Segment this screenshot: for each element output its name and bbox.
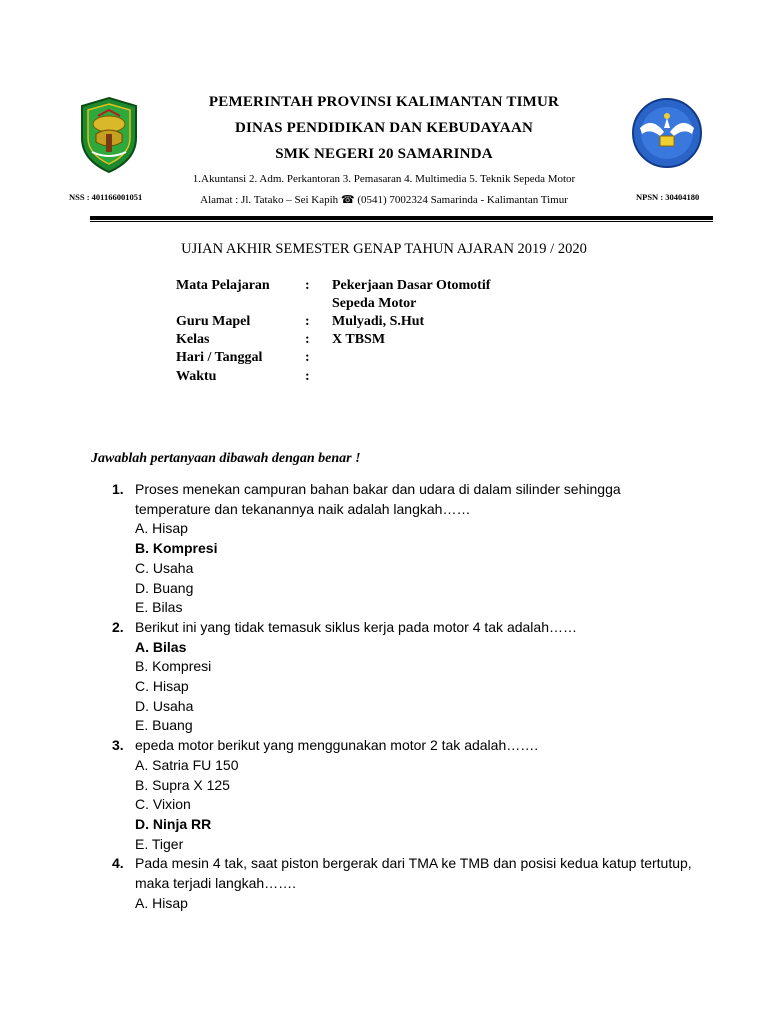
question-list [112, 480, 692, 913]
answer-option: B. Kompresi [135, 658, 212, 675]
answer-option: D. Buang [135, 579, 194, 596]
question-text: epeda motor berikut yang menggunakan motor 2 tak adalah……. [135, 737, 539, 754]
info-label: Hari / Tanggal [176, 350, 263, 365]
info-colon: : [305, 278, 310, 293]
info-colon: : [305, 332, 310, 347]
answer-option: B. Supra X 125 [135, 776, 230, 793]
info-value: Pekerjaan Dasar Otomotif [332, 278, 491, 293]
answer-option-correct: A. Bilas [135, 638, 187, 655]
question-number: 3. [112, 737, 124, 754]
info-colon: : [305, 350, 310, 365]
answer-option: E. Buang [135, 717, 193, 734]
answer-option-correct: B. Kompresi [135, 540, 218, 557]
letterhead-address: Alamat : Jl. Tatako – Sei Kapih ☎ (0541) 7002324 Samarinda - Kalimantan Timur [200, 194, 568, 206]
question-item [112, 480, 692, 618]
question-number: 2. [112, 618, 124, 635]
question-item [112, 854, 692, 913]
answer-option: C. Vixion [135, 796, 191, 813]
info-value: X TBSM [332, 332, 386, 347]
question-item [112, 618, 692, 736]
info-value: Mulyadi, S.Hut [332, 314, 425, 329]
info-colon: : [305, 314, 310, 329]
question-text: Pada mesin 4 tak, saat piston bergerak dari TMA ke TMB dan posisi kedua katup tertutup, maka terjadi langkah……. [135, 855, 692, 892]
answer-option: E. Bilas [135, 599, 183, 616]
answer-option: C. Hisap [135, 678, 189, 695]
answer-option: A. Satria FU 150 [135, 756, 239, 773]
letterhead-divider-thick [90, 216, 713, 220]
info-value: Sepeda Motor [332, 296, 417, 311]
answer-option: E. Tiger [135, 835, 184, 852]
info-label: Kelas [176, 332, 210, 347]
info-label: Mata Pelajaran [176, 278, 270, 293]
question-number: 1. [112, 481, 124, 497]
answer-option: A. Hisap [135, 894, 188, 911]
nss-number: NSS : 401166001051 [69, 192, 143, 202]
exam-title: UJIAN AKHIR SEMESTER GENAP TAHUN AJARAN 2019 / 2020 [181, 241, 587, 257]
letterhead-divider-thin [90, 221, 713, 222]
question-text: Proses menekan campuran bahan bakar dan udara di dalam silinder sehingga temperature dan tekanannya naik adalah langkah…… [135, 481, 621, 517]
letterhead-school-name: SMK NEGERI 20 SAMARINDA [275, 146, 493, 162]
info-label: Guru Mapel [176, 314, 251, 329]
question-number: 4. [112, 855, 124, 872]
exam-instruction: Jawablah pertanyaan dibawah dengan benar ! [91, 451, 361, 466]
answer-option-correct: D. Ninja RR [135, 815, 212, 832]
info-colon: : [305, 369, 310, 384]
answer-option: D. Usaha [135, 697, 194, 714]
npsn-number: NPSN : 30404180 [636, 192, 700, 202]
question-item [112, 736, 692, 854]
letterhead-department-line: DINAS PENDIDIKAN DAN KEBUDAYAAN [234, 120, 534, 136]
answer-option: C. Usaha [135, 559, 194, 576]
letterhead-government-line: PEMERINTAH PROVINSI KALIMANTAN TIMUR [208, 94, 560, 110]
question-text: Berikut ini yang tidak temasuk siklus kerja pada motor 4 tak adalah…… [135, 618, 577, 635]
info-label: Waktu [176, 369, 217, 384]
answer-option: A. Hisap [135, 520, 188, 537]
letterhead-programs: 1.Akuntansi 2. Adm. Perkantoran 3. Pemasaran 4. Multimedia 5. Teknik Sepeda Motor [192, 173, 576, 185]
